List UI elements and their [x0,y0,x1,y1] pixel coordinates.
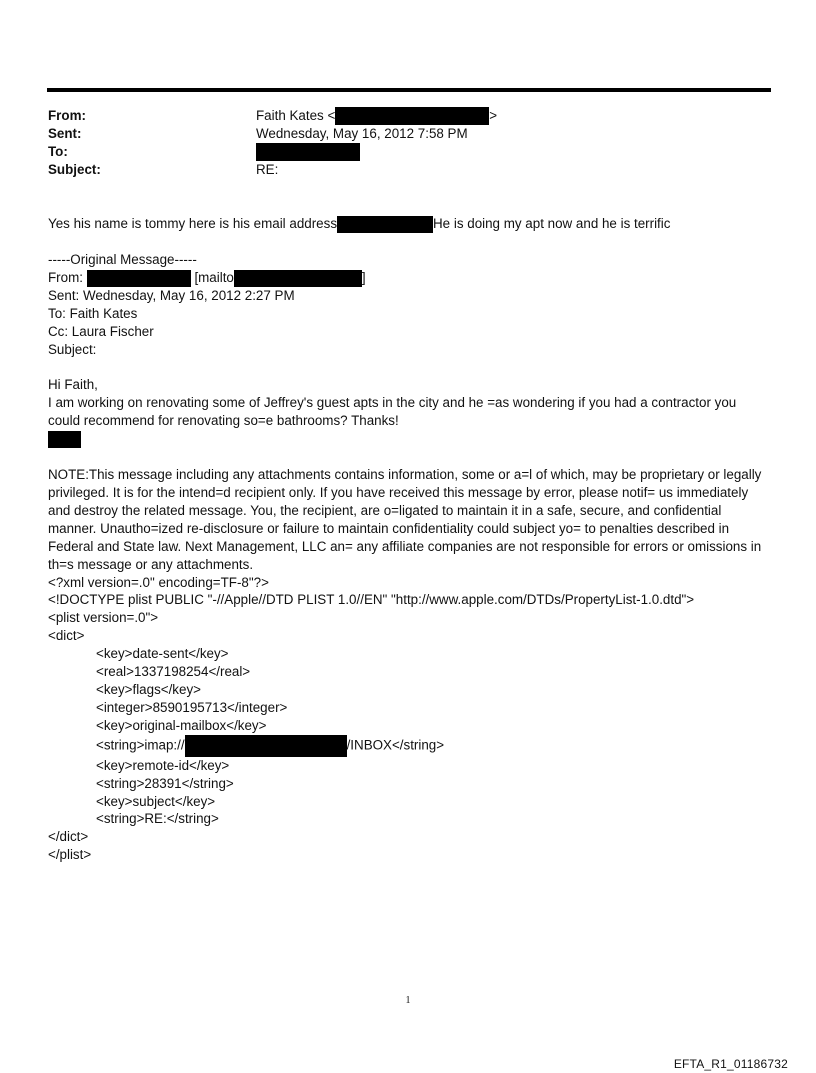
original-subject: Subject: [48,341,97,357]
redaction-box [87,270,191,287]
plist-line: <plist version=.0"> [48,610,159,626]
original-cc: Cc: Laura Fischer [48,323,154,339]
plist-line: </plist> [48,847,92,863]
plist-line: </dict> [48,829,89,845]
to-value [256,143,360,161]
bates-number: EFTA_R1_01186732 [673,1057,788,1071]
from-name: Faith Kates [256,108,324,123]
note-line: and destroy the related message. You, the recipient, are o=ligated to maintain it in a safe, secure, and confidential [48,502,722,518]
subject-row [48,161,748,179]
message-line: could recommend for renovating so=e bathrooms? Thanks! [48,413,399,429]
note-line: NOTE:This message including any attachments contains information, some or a=l of which, may be proprietary or legally [48,467,762,483]
sent-value: Wednesday, May 16, 2012 7:58 PM [256,126,468,141]
page-number: 1 [405,995,411,1006]
greeting: Hi Faith, [48,377,98,393]
plist-line: <key>flags</key> [96,681,201,697]
redaction-box [337,216,433,233]
subject-label: Subject: [48,162,101,177]
original-to: To: Faith Kates [48,305,138,321]
redaction-box [185,735,347,757]
original-divider: -----Original Message----- [48,251,197,267]
plist-line: <string>28391</string> [96,775,234,791]
to-row [48,143,748,161]
reply-line [48,215,770,233]
redaction-box [234,270,362,287]
original-sent: Sent: Wednesday, May 16, 2012 2:27 PM [48,287,295,303]
plist-line: <integer>8590195713</integer> [96,699,288,715]
to-label: To: [48,144,68,159]
from-label: From: [48,108,86,123]
reply-text: Yes his name is tommy here is his email address [48,216,338,231]
plist-line: <key>subject</key> [96,793,216,809]
plist-line: <!DOCTYPE plist PUBLIC "-//Apple//DTD PLIST 1.0//EN" "http://www.apple.com/DTDs/PropertyList-1.0.dtd"> [48,592,695,608]
subject-value: RE: [256,162,279,177]
plist-line: <key>original-mailbox</key> [96,717,267,733]
plist-line: <key>remote-id</key> [96,757,230,773]
sent-label: Sent: [48,126,82,141]
from-value: Faith Kates < > [256,107,497,125]
redaction-box [335,107,489,125]
plist-line: <string>RE:</string> [96,811,219,827]
note-line: privileged. It is for the intend=d recipient only. If you have received this message by error, please notif= us immediately [48,485,749,501]
plist-line: <string>imap:// /INBOX</string> [48,735,770,757]
note-line: th=s message or any attachments. [48,556,254,572]
plist-line: <key>date-sent</key> [96,646,229,662]
message-line: I am working on renovating some of Jeffrey's guest apts in the city and he =as wondering if you had a contractor you [48,395,737,411]
note-line: manner. Unautho=ized re-disclosure or failure to maintain confidentiality could subject yo= to penalties described in [48,520,730,536]
email-header [48,107,748,179]
plist-line: <dict> [48,628,85,644]
reply-text-after: He is doing my apt now and he is terrific [433,216,671,231]
redaction-box [256,143,360,161]
note-line: Federal and State law. Next Management, LLC an= any affiliate companies are not responsible for errors or omissions in [48,538,762,554]
original-from: From: [mailto ] [48,269,366,285]
plist-line: <?xml version=.0" encoding=TF-8"?> [48,574,269,590]
from-row [48,107,748,125]
redaction-box [48,431,81,448]
plist-line: <real>1337198254</real> [96,664,251,680]
sent-row [48,125,748,143]
header-rule [47,88,771,92]
signature-redaction [48,430,770,448]
email-body [48,215,770,864]
